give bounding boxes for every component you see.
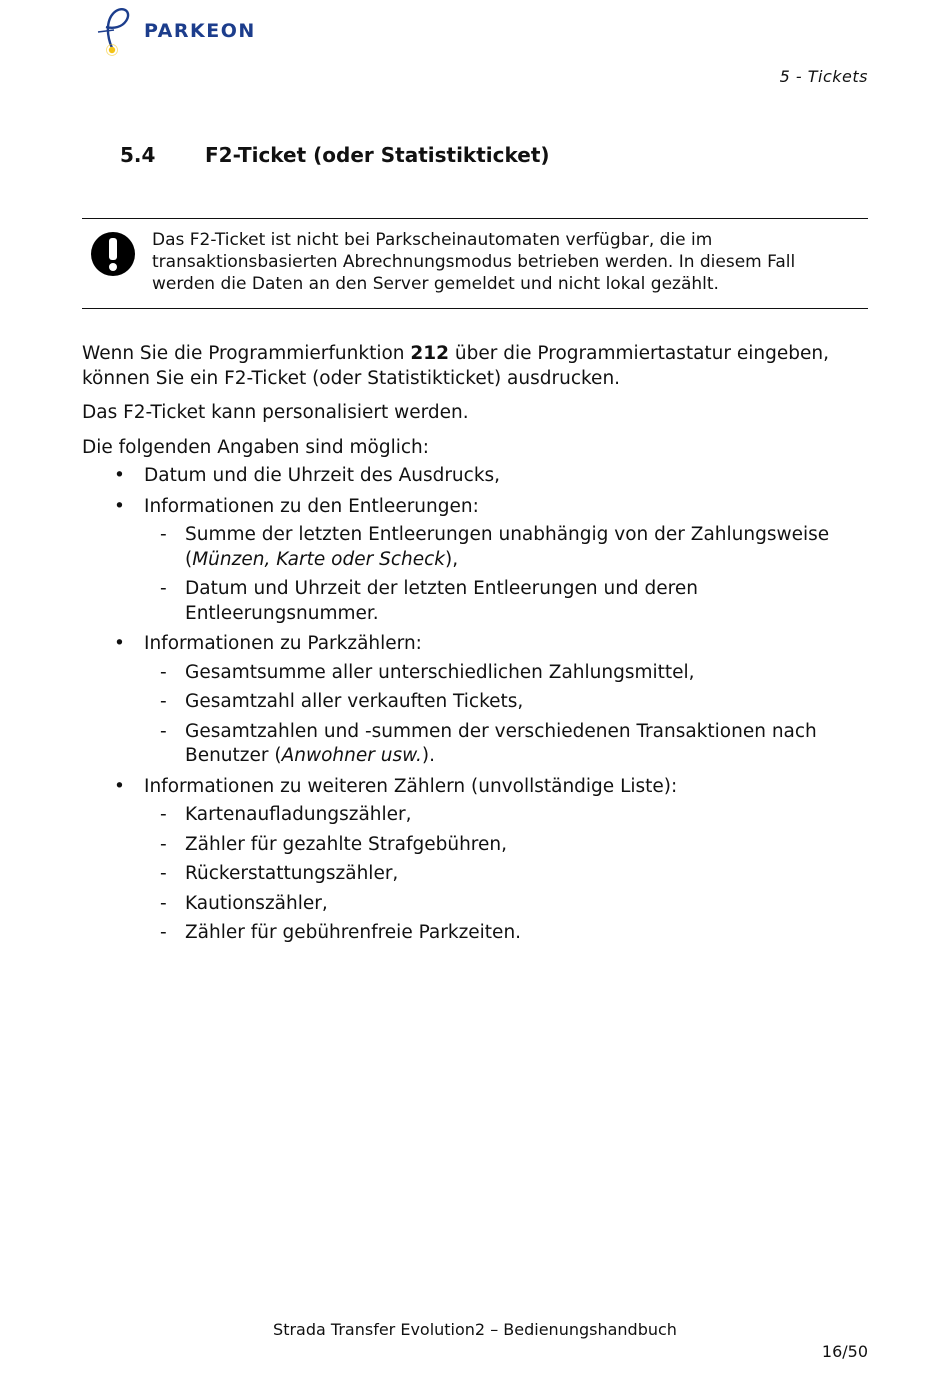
list-item [82, 464, 872, 489]
text-span: Summe der letzten Entleerungen unabhängig von der Zahlungsweise ( [185, 524, 830, 570]
text-span: ). [421, 745, 436, 766]
note-line: Das F2-Ticket ist nicht bei Parkscheinautomaten verfügbar, die im [152, 230, 713, 250]
list-item-text: Informationen zu Parkzählern: [144, 633, 422, 654]
paragraph-list-intro: Die folgenden Angaben sind möglich: [82, 436, 430, 458]
sub-list-item: - Gesamtsumme aller unterschiedlichen Zahlungsmittel, [144, 661, 872, 686]
sub-list-item: - Gesamtzahl aller verkauften Tickets, [144, 690, 872, 715]
italic-text: Münzen, Karte oder Scheck [192, 548, 445, 570]
text-span: Wenn Sie die Programmierfunktion [82, 343, 411, 364]
sub-list [144, 523, 872, 626]
list-item-text: Datum und die Uhrzeit des Ausdrucks, [144, 465, 501, 486]
text-span: ), [444, 548, 459, 570]
parkeon-logo-icon [92, 4, 140, 56]
list-item-text: Informationen zu weiteren Zählern (unvollständige Liste): [144, 775, 678, 797]
list-item [82, 775, 872, 946]
list-item [82, 632, 872, 769]
function-number: 212 [410, 343, 450, 364]
italic-text: Anwohner usw. [281, 745, 422, 766]
text-span: Gesamtzahlen und -summen der verschiedenen Transaktionen nach Benutzer ( [185, 720, 817, 766]
list-item [82, 495, 872, 627]
note-line: werden die Daten an den Server gemeldet und nicht lokal gezählt. [152, 274, 719, 294]
logo-wordmark: PARKEON [144, 20, 256, 42]
list-item-text: Informationen zu den Entleerungen: [144, 495, 479, 517]
sub-list-item: - Zähler für gezahlte Strafgebühren, [144, 833, 872, 858]
sub-list-item: - Zähler für gebührenfreie Parkzeiten. [144, 921, 872, 946]
warning-note-text [152, 229, 852, 295]
section-number: 5.4 [120, 143, 156, 167]
sub-list-item: - Datum und Uhrzeit der letzten Entleerungen und deren Entleerungsnummer. [144, 577, 872, 626]
section-heading [120, 143, 550, 167]
sub-list-item: - Kautionszähler, [144, 892, 872, 917]
page-number: 16/50 [821, 1342, 868, 1361]
sub-list-item [144, 523, 872, 572]
footer-title: Strada Transfer Evolution2 – Bedienungshandbuch [273, 1320, 677, 1339]
warning-note [82, 218, 868, 309]
parkeon-logo [92, 4, 282, 56]
sub-list-item [144, 720, 872, 769]
paragraph-intro [82, 342, 872, 391]
paragraph-personalize: Das F2-Ticket kann personalisiert werden. [82, 402, 469, 423]
bullet-list [82, 464, 872, 946]
text-span: über die Programmiertastatur eingeben, können Sie ein F2-Ticket (oder Statistikticket) ausdrucken. [82, 343, 830, 389]
warning-exclamation-icon [90, 231, 136, 277]
sub-list-item: - Kartenaufladungszähler, [144, 803, 872, 828]
body-text [82, 342, 872, 952]
sub-list [144, 803, 872, 946]
sub-list [144, 661, 872, 769]
sub-list-item: - Rückerstattungszähler, [144, 862, 872, 887]
running-header: 5 - Tickets [779, 67, 868, 86]
section-title: F2-Ticket (oder Statistikticket) [205, 143, 550, 167]
note-line: transaktionsbasierten Abrechnungsmodus betrieben werden. In diesem Fall [152, 252, 796, 272]
